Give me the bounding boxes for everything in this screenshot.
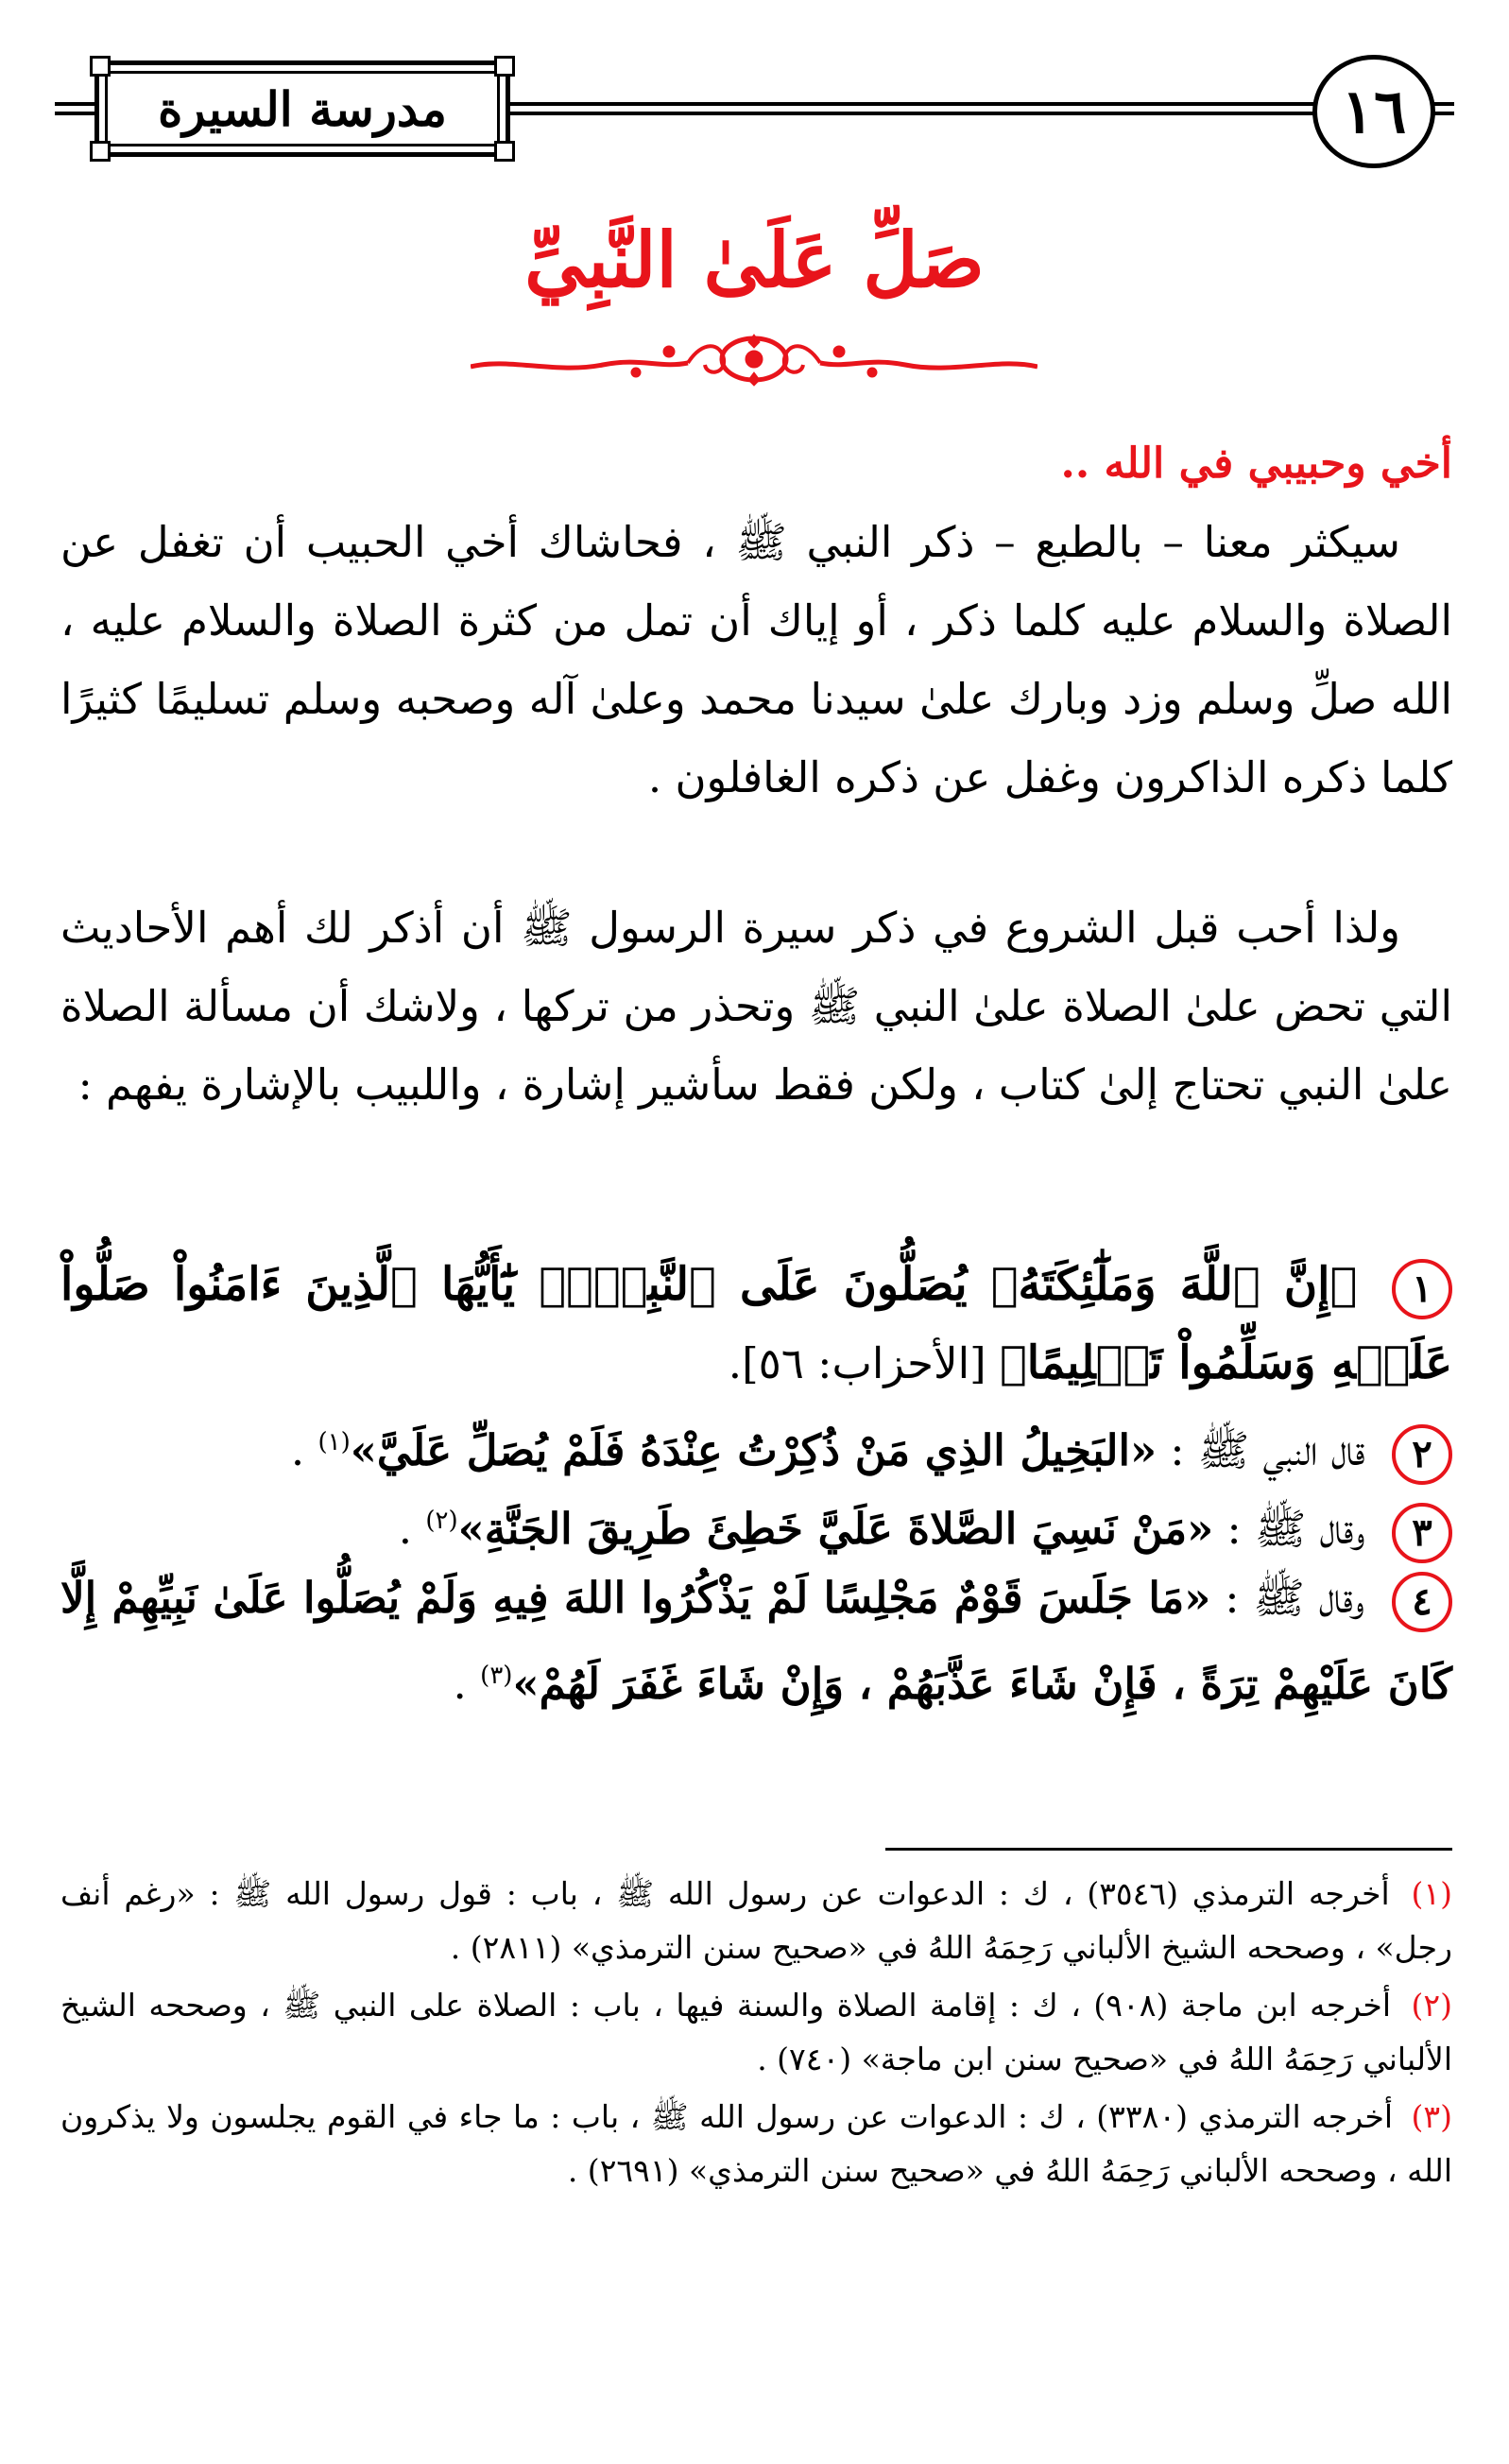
footnote-number: (٣) <box>1411 2098 1452 2135</box>
page-number: ١٦ <box>1312 55 1435 168</box>
footnote-text: أخرجه ابن ماجة (٩٠٨) ، ك : إقامة الصلاة والسنة فيها ، باب : الصلاة على النبي ﷺ ، وصححه الشيخ الألباني رَحِمَهُ اللهُ في «صحيح سنن ابن ماجة» (٧٤٠) . <box>60 1987 1452 2077</box>
footnote-number: (٢) <box>1411 1987 1452 2024</box>
footnote-separator <box>885 1848 1452 1851</box>
list-item: ٤ وقال ﷺ : «مَا جَلَسَ قَوْمٌ مَجْلِسًا لَمْ يَذْكُرُوا اللهَ فِيهِ وَلَمْ يُصَلُّوا عَلَىٰ نَبِيِّهِمْ إِلَّا كَانَ عَلَيْهِمْ تِرَةً ، فَإِنْ شَاءَ عَذَّبَهُمْ ، وَإِنْ شَاءَ غَفَرَ لَهُمْ»$^{(٣)}$ . <box>60 1573 1452 1709</box>
item-number-badge: ١ <box>1392 1259 1452 1319</box>
list-item: ٣ وقال ﷺ : «مَنْ نَسِيَ الصَّلاةَ عَلَيَّ خَطِئَ طَرِيقَ الجَنَّةِ»$^{(٢)}$ . <box>60 1482 1452 1568</box>
hadith-text: «البَخِيلُ الذِي مَنْ ذُكِرْتُ عِنْدَهُ فَلَمْ يُصَلِّ عَلَيَّ» <box>350 1425 1157 1475</box>
list-item <box>60 1246 1452 1403</box>
footnote-marker[interactable]: (٣) <box>480 1662 513 1690</box>
paragraph-2 <box>60 888 1452 1124</box>
chapter-title: صَلِّ عَلَىٰ النَّبِيِّ <box>524 215 985 304</box>
footnote-text: أخرجه الترمذي (٣٣٨٠) ، ك : الدعوات عن رسول الله ﷺ ، باب : ما جاء في القوم يجلسون ولا يذكرون الله ، وصححه الألباني رَحِمَهُ اللهُ في «صحيح سنن الترمذي» (٢٦٩١) . <box>60 2098 1452 2189</box>
book-title-frame <box>94 60 510 157</box>
hadith-text: «مَا جَلَسَ قَوْمٌ مَجْلِسًا لَمْ يَذْكُرُوا اللهَ فِيهِ وَلَمْ يُصَلُّوا عَلَىٰ نَبِيِّهِمْ إِلَّا كَانَ عَلَيْهِمْ تِرَةً ، فَإِنْ شَاءَ عَذَّبَهُمْ ، وَإِنْ شَاءَ غَفَرَ لَهُمْ» <box>60 1573 1452 1709</box>
footnote <box>60 1978 1452 2086</box>
footnotes <box>60 1867 1452 2201</box>
greeting: أخي وحبيبي في الله .. <box>1060 439 1452 488</box>
verse-reference: [الأحزاب: ٥٦]. <box>728 1338 986 1388</box>
paragraph-1-text: سيكثر معنا – بالطبع – ذكر النبي ﷺ ، فحاشاك أخي الحبيب أن تغفل عن الصلاة والسلام عليه كلما ذكر ، أو إياك أن تمل من كثرة الصلاة والسلام عليه ، الله صلِّ وسلم وزد وبارك علىٰ سيدنا محمد وعلىٰ آله وصحبه وسلم تسليمًا كثيرًا كلما ذكره الذاكرون وغفل عن ذكره الغافلون . <box>60 517 1452 802</box>
hadith-intro: قال النبي ﷺ : <box>1170 1425 1365 1475</box>
book-title: مدرسة السيرة <box>158 80 447 137</box>
footnote-marker[interactable]: (٢) <box>425 1507 458 1535</box>
item-number-badge: ٢ <box>1392 1424 1452 1485</box>
paragraph-1 <box>60 503 1452 817</box>
footnote <box>60 1867 1452 1974</box>
item-number-badge: ٤ <box>1392 1572 1452 1632</box>
hadith-intro: وقال ﷺ : <box>1225 1573 1364 1623</box>
footnote-number: (١) <box>1411 1875 1452 1912</box>
item-number-badge: ٣ <box>1392 1503 1452 1563</box>
footnote <box>60 2090 1452 2197</box>
hadith-text: «مَنْ نَسِيَ الصَّلاةَ عَلَيَّ خَطِئَ طَرِيقَ الجَنَّةِ» <box>457 1504 1214 1554</box>
list-item: ٢ قال النبي ﷺ : «البَخِيلُ الذِي مَنْ ذُكِرْتُ عِنْدَهُ فَلَمْ يُصَلِّ عَلَيَّ»$^{(١)}$ . <box>60 1404 1452 1490</box>
title-ornament-icon <box>471 331 1037 388</box>
footnote-marker[interactable]: (١) <box>317 1428 351 1456</box>
quran-verse: ﴿إِنَّ ٱللَّهَ وَمَلَٰٓئِكَتَهُۥ يُصَلُّونَ عَلَى ٱلنَّبِيِّۚ يَٰٓأَيُّهَا ٱلَّذِينَ ءَامَنُواْ صَلُّواْ عَلَيۡهِ وَسَلِّمُواْ تَسۡلِيمًا﴾ <box>60 1258 1452 1389</box>
hadith-intro: وقال ﷺ : <box>1226 1504 1365 1554</box>
paragraph-2-text: ولذا أحب قبل الشروع في ذكر سيرة الرسول ﷺ أن أذكر لك أهم الأحاديث التي تحض علىٰ الصلاة علىٰ النبي ﷺ وتحذر من تركها ، ولاشك أن مسألة الصلاة علىٰ النبي تحتاج إلىٰ كتاب ، ولكن فقط سأشير إشارة ، واللبيب بالإشارة يفهم : <box>60 903 1452 1110</box>
footnote-text: أخرجه الترمذي (٣٥٤٦) ، ك : الدعوات عن رسول الله ﷺ ، باب : قول رسول الله ﷺ : «رغم أنف رجل» ، وصححه الشيخ الألباني رَحِمَهُ اللهُ في «صحيح سنن الترمذي» (٢٨١١) . <box>60 1875 1452 1966</box>
